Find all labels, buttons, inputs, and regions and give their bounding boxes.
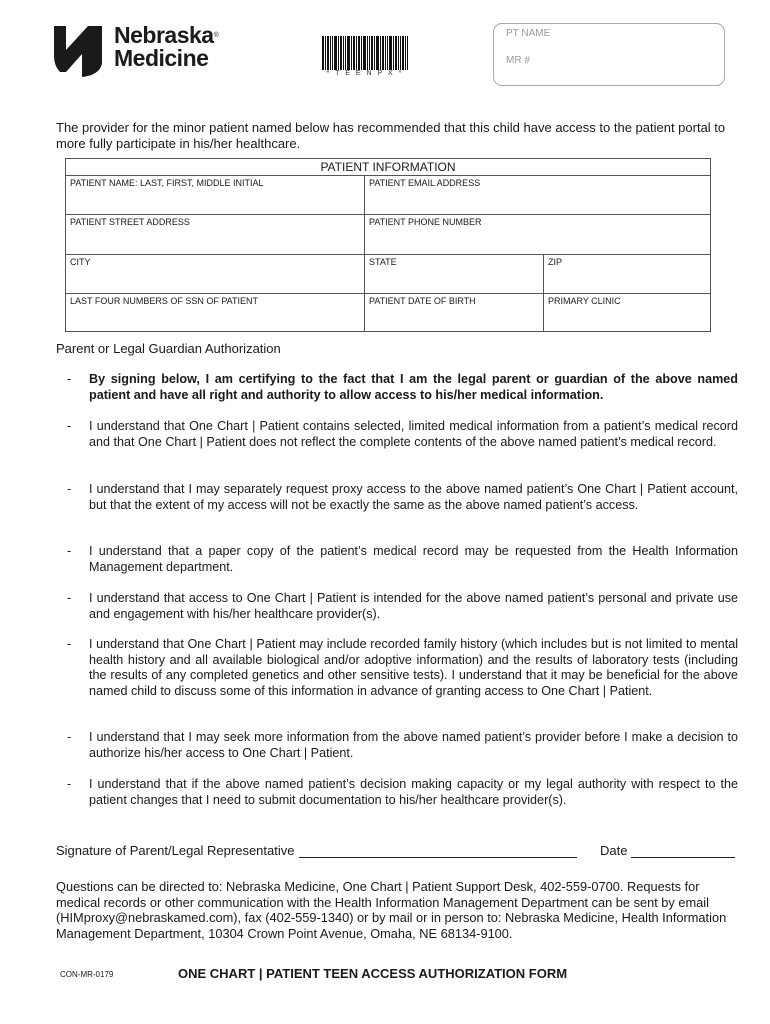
signature-line[interactable]: [299, 844, 577, 858]
list-item: - I understand that One Chart | Patient contains selected, limited medical information from a patient’s medical record and that One Chart | Patient does not reflect the complete contents of the above named patient’s medical record.: [67, 419, 738, 449]
patient-name-field[interactable]: PATIENT NAME: LAST, FIRST, MIDDLE INITIAL: [66, 176, 365, 215]
logo-line2: Medicine: [114, 45, 209, 71]
signature-label: Signature of Parent/Legal Representative: [56, 843, 295, 858]
nebraska-medicine-logo: Nebraska® Medicine: [52, 22, 232, 78]
date-label: Date: [600, 843, 628, 858]
ssn-field[interactable]: LAST FOUR NUMBERS OF SSN OF PATIENT: [66, 293, 365, 331]
list-item: - By signing below, I am certifying to the fact that I am the legal parent or guardian of the above named patient and have all right and authority to allow access to his/her medical information.: [67, 372, 738, 402]
date-of-birth-field[interactable]: PATIENT DATE OF BIRTH: [365, 293, 544, 331]
intro-paragraph: The provider for the minor patient named below has recommended that this child have access to the patient portal to more fully participate in his/her healthcare.: [56, 120, 726, 151]
list-item: - I understand that I may separately request proxy access to the above named patient’s One Chart | Patient account, but that the extent of my access will not be exactly the same as the above named patient’s access.: [67, 482, 738, 512]
form-title: ONE CHART | PATIENT TEEN ACCESS AUTHORIZATION FORM: [178, 966, 568, 981]
patient-phone-field[interactable]: PATIENT PHONE NUMBER: [365, 215, 711, 254]
signature-row: [56, 843, 738, 858]
mr-number-label: MR #: [506, 55, 530, 66]
patient-email-field[interactable]: PATIENT EMAIL ADDRESS: [365, 176, 711, 215]
contact-paragraph: Questions can be directed to: Nebraska Medicine, One Chart | Patient Support Desk, 402-559-0700. Requests for medical records or other communication with the Health Information Management Department can be sent by email (HIMproxy@nebraskamed.com), fax (402-559-1340) or by mail or in person to: Nebraska Medicine, Health Information Management Department, 10304 Crown Point Avenue, Omaha, NE 68134-9100.: [56, 879, 727, 941]
logo-line1: Nebraska: [114, 22, 214, 48]
zip-field[interactable]: ZIP: [544, 254, 711, 293]
date-line[interactable]: [631, 844, 735, 858]
patient-information-title: PATIENT INFORMATION: [66, 159, 711, 176]
barcode-label: * T E E N P X *: [326, 70, 404, 77]
city-field[interactable]: CITY: [66, 254, 365, 293]
form-code: CON-MR-0179: [60, 970, 114, 979]
list-item: - I understand that access to One Chart | Patient is intended for the above named patient’s personal and private use and engagement with his/her healthcare provider(s).: [67, 591, 738, 621]
patient-information-table: [65, 158, 711, 332]
state-field[interactable]: STATE: [365, 254, 544, 293]
list-item: - I understand that I may seek more information from the above named patient’s provider before I make a decision to authorize his/her access to One Chart | Patient.: [67, 730, 738, 760]
list-item: - I understand that if the above named patient’s decision making capacity or my legal authority with respect to the patient changes that I need to submit documentation to his/her healthcare provider(s).: [67, 777, 738, 807]
patient-street-field[interactable]: PATIENT STREET ADDRESS: [66, 215, 365, 254]
patient-label-box: [493, 23, 725, 86]
pt-name-label: PT NAME: [506, 28, 551, 39]
barcode-image: [322, 36, 408, 70]
authorization-title: Parent or Legal Guardian Authorization: [56, 341, 281, 356]
nebraska-medicine-n-icon: [52, 22, 106, 78]
primary-clinic-field[interactable]: PRIMARY CLINIC: [544, 293, 711, 331]
list-item: - I understand that One Chart | Patient may include recorded family history (which includes but is not limited to mental health history and all available biological and/or adoptive information) and the results of laboratory tests (including the results of any completed genetics and other sensitive tests). I understand that it may be beneficial for the above named child to discuss some of this information in advance of granting access to One Chart | Patient.: [67, 637, 738, 698]
list-item: - I understand that a paper copy of the patient’s medical record may be requested from the Health Information Management department.: [67, 544, 738, 574]
